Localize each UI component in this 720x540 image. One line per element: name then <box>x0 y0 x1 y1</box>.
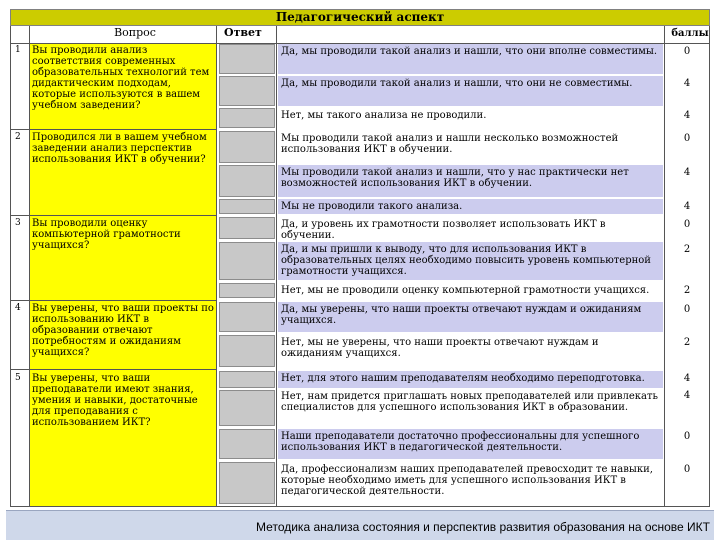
answer-option-text: Нет, нам придется приглашать новых преподавателей или привлекать специалистов для успешного использования ИКТ в образовании. <box>281 391 658 413</box>
answer-option-text: Да, мы проводили такой анализ и нашли, что они не совместимы. <box>281 78 633 89</box>
answer-score: 4 <box>683 167 691 178</box>
answer-cell[interactable] <box>219 217 275 239</box>
answer-option-text: Нет, мы не проводили оценку компьютерной грамотности учащихся. <box>281 285 650 296</box>
answer-cell[interactable] <box>219 242 275 280</box>
answer-score: 4 <box>683 110 691 121</box>
answer-score: 2 <box>683 285 691 296</box>
question-column <box>30 44 216 506</box>
answer-option-text: Наши преподаватели достаточно профессиональны для успешного использования ИКТ в педагогической деятельности. <box>281 431 640 453</box>
column-header-question: Вопрос <box>114 26 156 39</box>
answer-option-text: Да, и уровень их грамотности позволяет использовать ИКТ в обучении. <box>281 219 606 241</box>
answer-score: 2 <box>683 244 691 255</box>
answer-cell[interactable] <box>219 390 275 426</box>
question-number: 3 <box>15 218 21 228</box>
answer-score: 4 <box>683 390 691 401</box>
question-text: Вы уверены, что ваши проекты по использованию ИКТ в образовании отвечают потребностям и ожиданиям учащихся? <box>32 303 214 358</box>
answer-cell[interactable] <box>219 76 275 106</box>
answer-cell[interactable] <box>219 131 275 163</box>
answer-option-text: Нет, для этого нашим преподавателям необходимо переподготовка. <box>281 373 645 384</box>
question-text: Вы уверены, что ваши преподаватели имеют знания, умения и навыки, достаточные для преподавания с использованием ИКТ? <box>32 373 198 428</box>
answer-score: 0 <box>683 304 691 315</box>
question-text: Проводился ли в вашем учебном заведении анализ перспектив использования ИКТ в обучении? <box>32 132 207 165</box>
answer-score: 4 <box>683 78 691 89</box>
column-header-score: баллы <box>671 28 709 39</box>
answer-score: 4 <box>683 201 691 212</box>
answer-option-text: Мы не проводили такого анализа. <box>281 201 463 212</box>
answer-score: 0 <box>683 219 691 230</box>
answer-score: 0 <box>683 133 691 144</box>
answer-option-text: Да, мы уверены, что наши проекты отвечают нуждам и ожиданиям учащихся. <box>281 304 642 326</box>
footer-text: Методика анализа состояния и перспектив развития образования на основе ИКТ <box>256 520 710 534</box>
answer-option-text: Нет, мы не уверены, что наши проекты отвечают нуждам и ожиданиям учащихся. <box>281 337 599 359</box>
answer-score: 0 <box>683 431 691 442</box>
answer-score: 0 <box>683 464 691 475</box>
answer-cell[interactable] <box>219 165 275 197</box>
question-number: 1 <box>15 45 21 55</box>
answer-option-text: Да, мы проводили такой анализ и нашли, что они вполне совместимы. <box>281 46 658 57</box>
question-number: 2 <box>15 132 21 142</box>
column-header-answer: Ответ <box>224 26 262 39</box>
answer-cell[interactable] <box>219 335 275 367</box>
answer-option-text: Мы проводили такой анализ и нашли несколько возможностей использования ИКТ в обучении. <box>281 133 619 155</box>
answer-cell[interactable] <box>219 371 275 388</box>
answer-cell[interactable] <box>219 108 275 128</box>
answer-cell[interactable] <box>219 302 275 332</box>
question-text: Вы проводили оценку компьютерной грамотности учащихся? <box>32 218 181 251</box>
answer-cell[interactable] <box>219 283 275 298</box>
answer-cell[interactable] <box>219 462 275 504</box>
answer-score: 2 <box>683 337 691 348</box>
answer-option-text: Мы проводили такой анализ и нашли, что у нас практически нет возможностей использования ИКТ в обучении. <box>281 167 629 189</box>
answer-cell[interactable] <box>219 44 275 74</box>
answer-option-text: Нет, мы такого анализа не проводили. <box>281 110 487 121</box>
answer-cell[interactable] <box>219 429 275 459</box>
question-number: 5 <box>15 373 21 383</box>
question-text: Вы проводили анализ соответствия современных образовательных технологий тем дидактическим подходам, которые используются в вашем учебном заведении? <box>32 45 210 111</box>
answer-option-text: Да, и мы пришли к выводу, что для использования ИКТ в образовательных целях необходимо повысить уровень компьютерной грамотности учащихся. <box>281 244 651 277</box>
answer-option-text: Да, профессионализм наших преподавателей превосходит те навыки, которые необходимо иметь для успешного использования ИКТ в педагогической деятельности. <box>281 464 653 497</box>
answer-cell[interactable] <box>219 199 275 214</box>
answer-score: 0 <box>683 46 691 57</box>
table-title: Педагогический аспект <box>275 10 445 24</box>
question-number: 4 <box>15 303 21 313</box>
answer-score: 4 <box>683 373 691 384</box>
